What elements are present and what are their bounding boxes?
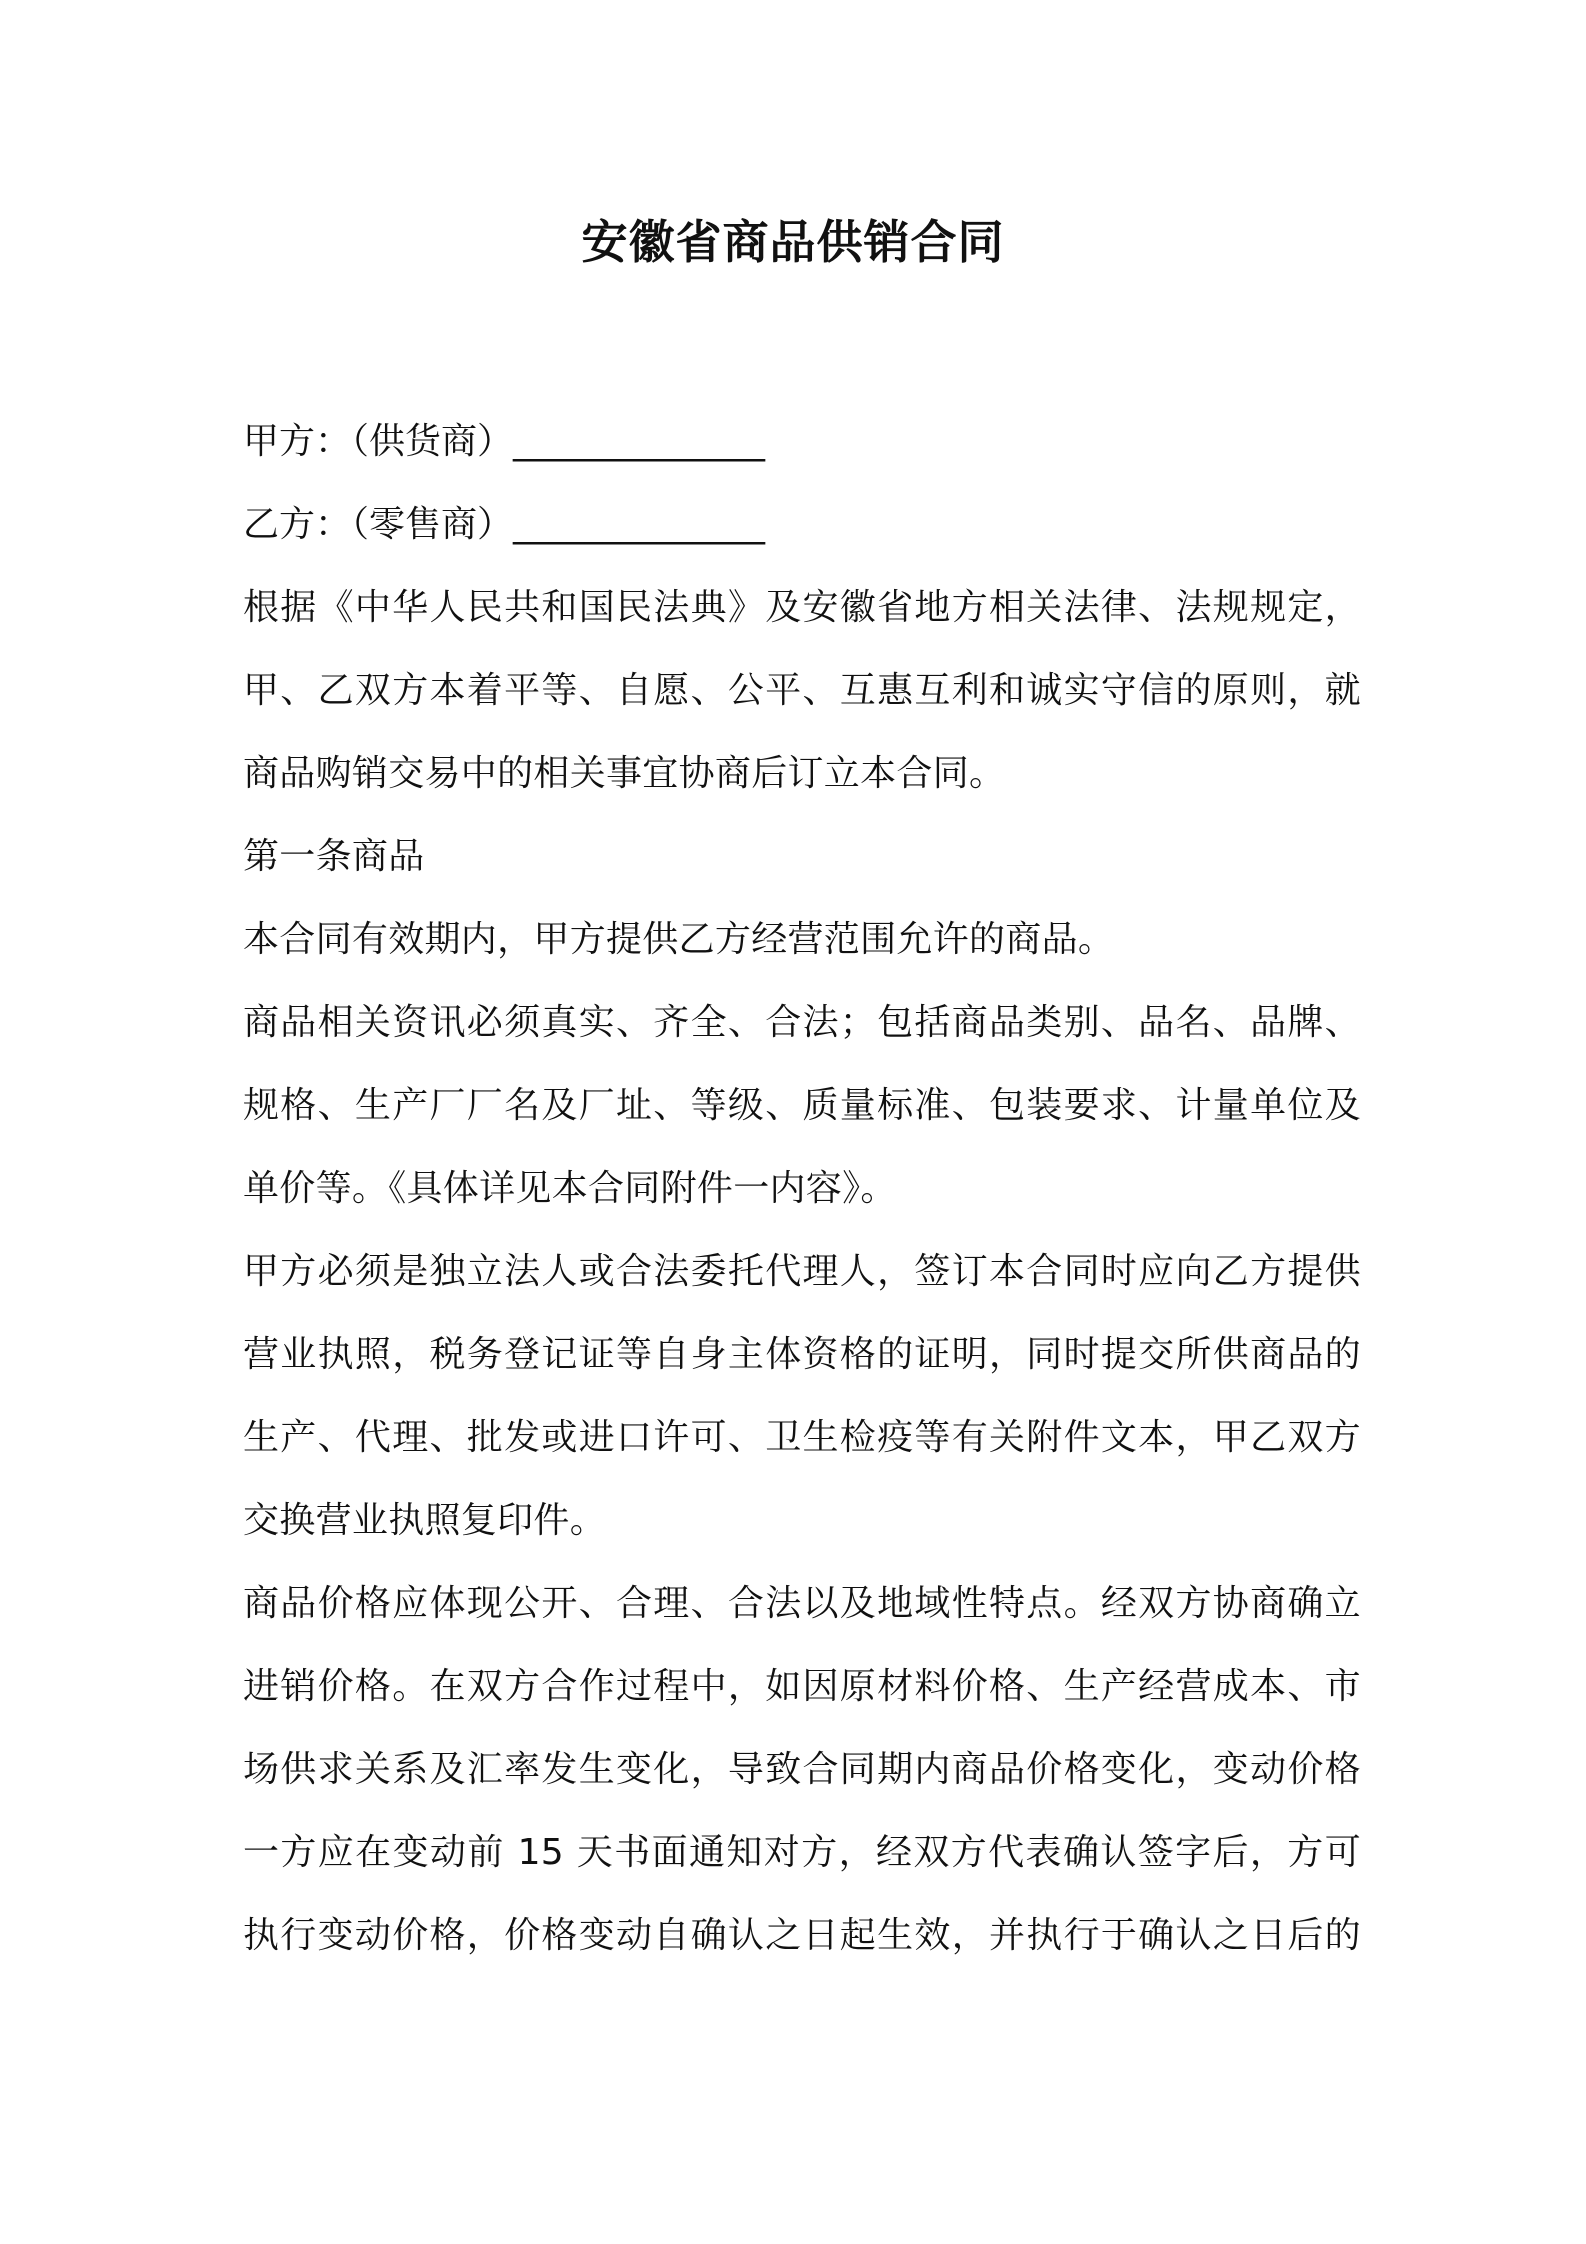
paragraph-line: 营业执照，税务登记证等自身主体资格的证明，同时提交所供商品的 (243, 1334, 1361, 1375)
document-body (243, 400, 1361, 1977)
paragraph-line: 商品相关资讯必须真实、齐全、合法；包括商品类别、品名、品牌、 (243, 1002, 1361, 1043)
paragraph-line: 根据《中华人民共和国民法典》及安徽省地方相关法律、法规规定， (243, 587, 1361, 628)
paragraph-line: 进销价格。在双方合作过程中，如因原材料价格、生产经营成本、市 (243, 1666, 1361, 1707)
document-title: 安徽省商品供销合同 (581, 215, 1005, 269)
paragraph-line: 场供求关系及汇率发生变化，导致合同期内商品价格变化，变动价格 (243, 1749, 1361, 1790)
paragraph-line: 商品购销交易中的相关事宜协商后订立本合同。 (243, 753, 1006, 794)
paragraph-line: 生产、代理、批发或进口许可、卫生检疫等有关附件文本，甲乙双方 (243, 1417, 1361, 1458)
paragraph-line: 一方应在变动前 15 天书面通知对方，经双方代表确认签字后，方可 (243, 1832, 1361, 1873)
section-heading: 第一条商品 (243, 836, 425, 877)
paragraph-line: 规格、生产厂厂名及厂址、等级、质量标准、包装要求、计量单位及 (243, 1085, 1361, 1126)
party-b-line: 乙方：（零售商）______________ (243, 504, 766, 545)
paragraph-line: 商品价格应体现公开、合理、合法以及地域性特点。经双方协商确立 (243, 1583, 1361, 1624)
paragraph-line: 本合同有效期内，甲方提供乙方经营范围允许的商品。 (243, 919, 1115, 960)
party-a-line: 甲方：（供货商）______________ (243, 421, 766, 462)
paragraph-line: 甲、乙双方本着平等、自愿、公平、互惠互利和诚实守信的原则，就 (243, 670, 1361, 711)
paragraph-line: 执行变动价格，价格变动自确认之日起生效，并执行于确认之日后的 (243, 1915, 1361, 1956)
paragraph-line: 单价等。《具体详见本合同附件一内容》。 (243, 1168, 897, 1209)
paragraph-line: 交换营业执照复印件。 (243, 1500, 607, 1541)
paragraph-line: 甲方必须是独立法人或合法委托代理人，签订本合同时应向乙方提供 (243, 1251, 1361, 1292)
